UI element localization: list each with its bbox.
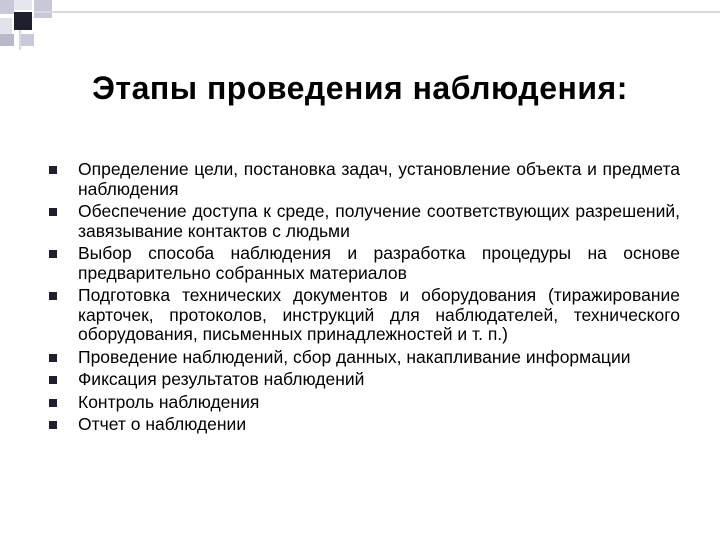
- bullet-text: Обеспечение доступа к среде, получение соответствующих разрешений, завязывание контактов с людьми: [78, 201, 680, 241]
- list-item: [46, 393, 680, 413]
- list-item: [46, 202, 680, 241]
- square-bullet-icon: [49, 376, 57, 384]
- slide-title: Этапы проведения наблюдения:: [92, 70, 628, 106]
- list-item: [46, 415, 680, 435]
- square-bullet-icon: [49, 354, 57, 362]
- bullet-text: Выбор способа наблюдения и разработка процедуры на основе предварительно собранных материалов: [78, 243, 680, 283]
- bullet-list: [46, 160, 680, 438]
- list-item: [46, 244, 680, 283]
- bullet-text: Контроль наблюдения: [78, 391, 260, 412]
- square-bullet-icon: [49, 250, 57, 258]
- list-item: [46, 160, 680, 199]
- square-bullet-icon: [49, 208, 57, 216]
- bullet-text: Отчет о наблюдении: [78, 414, 247, 434]
- list-item: [46, 348, 680, 368]
- square-bullet-icon: [49, 292, 57, 300]
- bullet-text: Определение цели, постановка задач, установление объекта и предмета наблюдения: [78, 159, 680, 199]
- square-bullet-icon: [49, 166, 57, 174]
- square-bullet-icon: [49, 399, 57, 407]
- square-bullet-icon: [49, 421, 57, 429]
- corner-decoration: [0, 0, 720, 50]
- bullet-text: Проведение наблюдений, сбор данных, накапливание информации: [78, 346, 631, 367]
- bullet-text: Подготовка технических документов и оборудования (тиражирование карточек, протоколов, инструкций для наблюдателей, технического оборудования, письменных принадлежностей и т. п.): [78, 285, 680, 344]
- list-item: [46, 286, 680, 345]
- bullet-text: Фиксация результатов наблюдений: [78, 369, 365, 389]
- list-item: [46, 370, 680, 390]
